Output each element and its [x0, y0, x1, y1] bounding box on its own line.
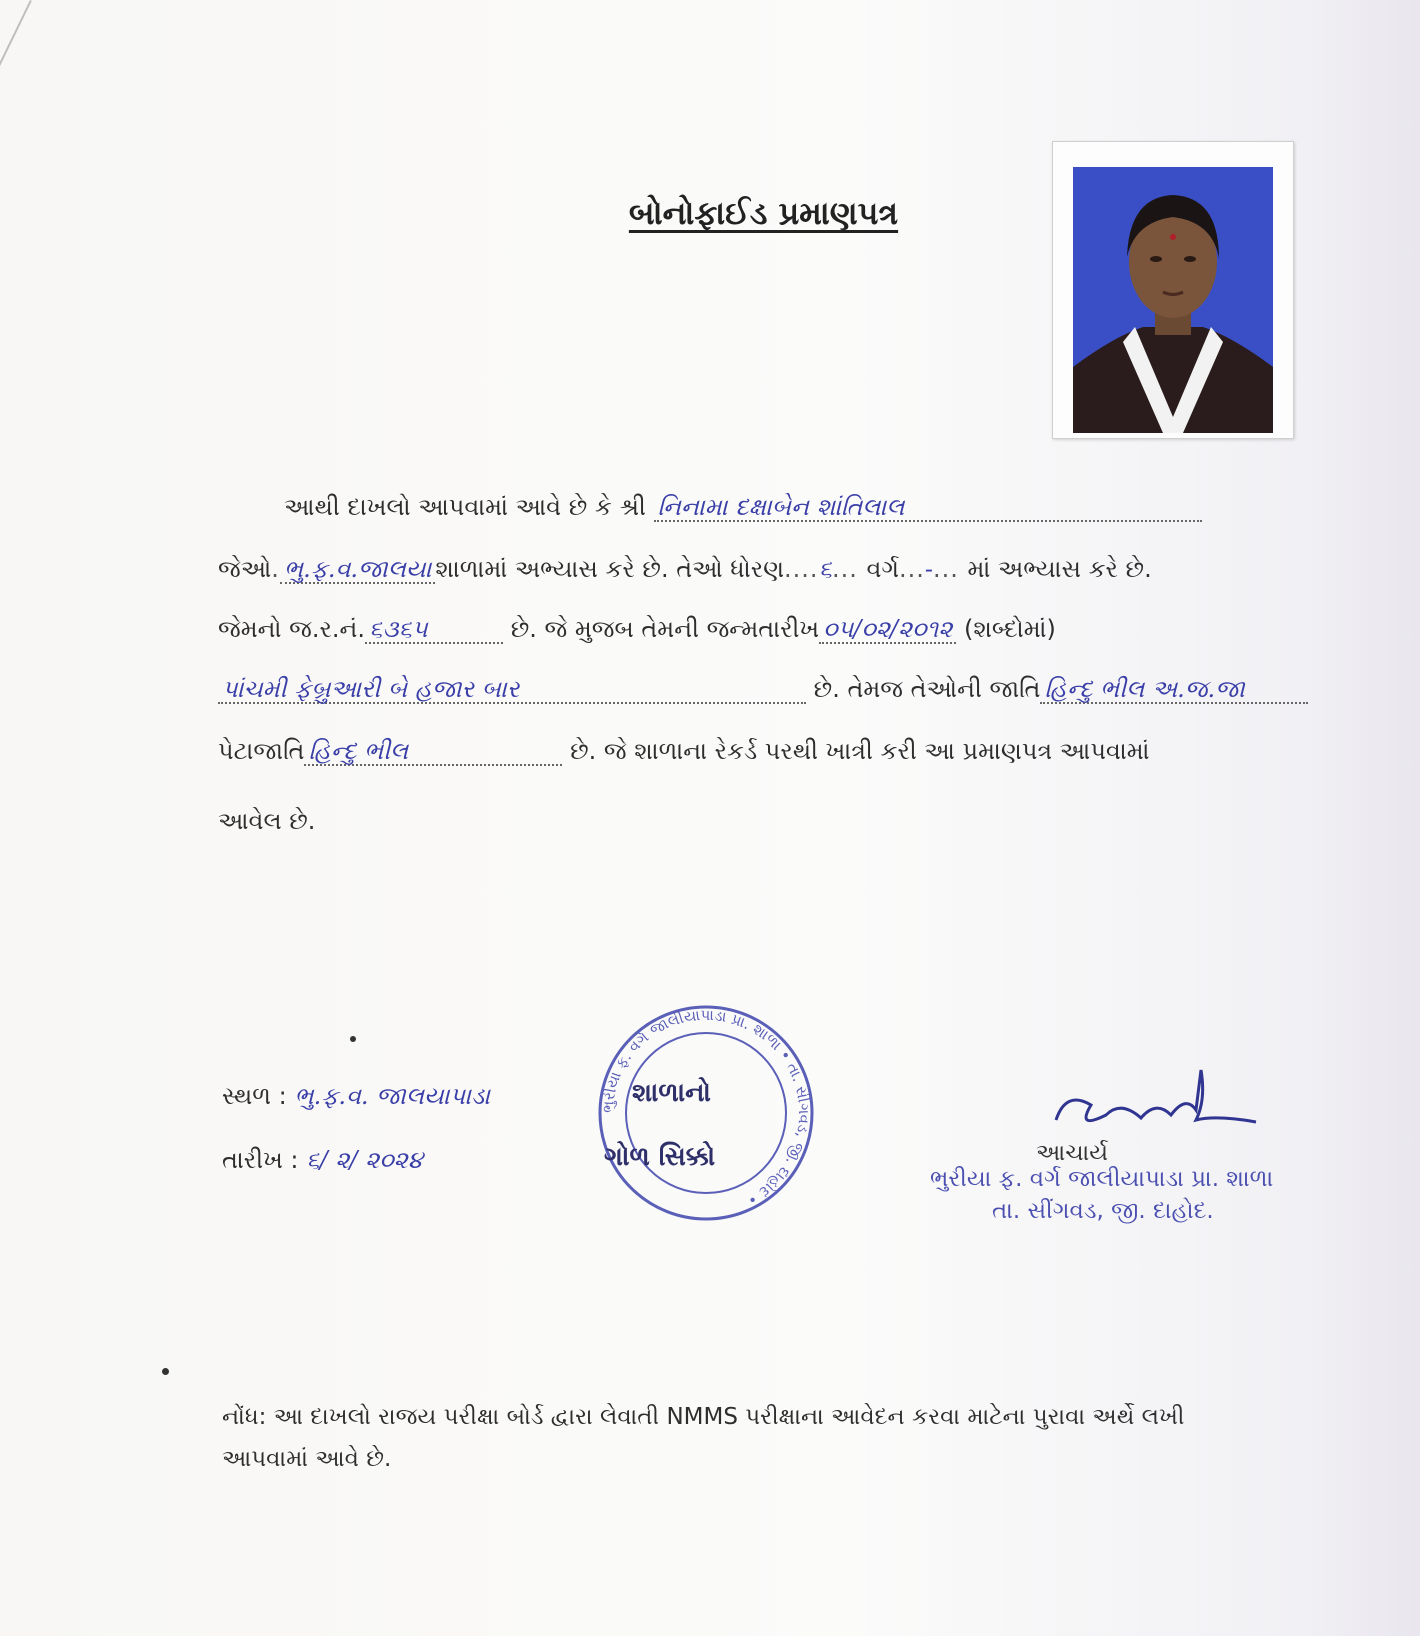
ink-speck — [162, 1368, 169, 1375]
body-text: છે. જે શાળાના રેકર્ડ પરથી ખાત્રી કરી આ પ્રમાણપત્ર આપવામાં — [570, 737, 1150, 765]
principal-stamp-line-2: તા. સીંગવડ, જી. દાહોદ. — [992, 1198, 1214, 1224]
student-portrait-icon — [1073, 167, 1273, 433]
seal-label-1: શાળાનો — [632, 1078, 711, 1108]
seal-label-2: ગોળ સિક્કો — [604, 1142, 716, 1172]
footnote: નોંધ: આ દાખલો રાજય પરીક્ષા બોર્ડ દ્વારા લેવાતી NMMS પરીક્ષાના આવેદન કરવા માટેના પુરાવા અર્થે લખી આપવામાં આવે છે. — [222, 1404, 1185, 1472]
body-text: માં અભ્યાસ કરે છે. — [967, 555, 1152, 583]
body-line-2: જેઓ. ભુ.ફ.વ.જાલયા શાળામાં અભ્યાસ કરે છે. તેઓ ધોરણ....૬... વર્ગ...-... માં અભ્યાસ કરે છે. — [218, 555, 1152, 583]
fold-crease — [0, 0, 32, 122]
birth-date-field: ૦૫/૦૨/૨૦૧૨ — [819, 616, 956, 644]
body-line-6: આવેલ છે. — [218, 807, 316, 835]
place-row — [222, 1082, 490, 1110]
seal-stamp-icon — [596, 1003, 816, 1223]
body-text: આથી દાખલો આપવામાં આવે છે કે શ્રી — [284, 493, 646, 521]
body-text: વર્ગ — [866, 555, 900, 583]
date-row — [222, 1146, 423, 1174]
school-name-field: ભુ.ફ.વ.જાલયા — [280, 556, 436, 584]
page-title: બોનોફાઈડ પ્રમાણપત્ર — [628, 194, 899, 232]
body-text: જેઓ — [218, 555, 272, 583]
student-name-field: નિનામા દક્ષાબેન શાંતિલાલ — [654, 494, 1202, 522]
body-line-3 — [218, 614, 1056, 644]
body-text: છે. તેમજ તેઓની જાતિ — [813, 675, 1041, 703]
principal-stamp-line-1: ભુરીયા ફ. વર્ગ જાલીયાપાડા પ્રા. શાળા — [930, 1166, 1274, 1192]
register-number-field: ૬૩૬૫ — [365, 616, 503, 644]
body-text: શાળામાં અભ્યાસ કરે છે. તેઓ ધોરણ — [435, 555, 785, 583]
ink-speck — [350, 1036, 356, 1042]
signature-icon — [1046, 1060, 1266, 1140]
place-value: ભુ.ફ.વ. જાલયાપાડા — [294, 1082, 491, 1110]
student-photo — [1073, 167, 1273, 433]
seal-ring-text: ભુરીયા ફ. વર્ગ જાલીયાપાડા પ્રા. શાળા • તા. સીંગવડ, જી. દાહોદ • — [598, 1005, 814, 1210]
body-line-1 — [284, 492, 1202, 522]
body-line-4 — [218, 674, 1308, 704]
school-seal — [596, 1003, 816, 1223]
principal-signature — [1046, 1060, 1266, 1140]
principal-label: આચાર્ય — [1036, 1140, 1109, 1166]
body-text: જેમનો જ.ર.નં. — [218, 615, 366, 643]
body-text: (શબ્દોમાં) — [964, 615, 1056, 643]
body-text: પેટાજાતિ — [218, 737, 305, 765]
date-label: તારીખ : — [222, 1146, 299, 1174]
subcaste-field: હિન્દુ ભીલ — [304, 738, 562, 766]
body-text: છે. જે મુજબ તેમની જન્મતારીખ — [510, 615, 820, 643]
caste-field: હિન્દુ ભીલ અ.જ.જા — [1040, 676, 1308, 704]
body-line-5 — [218, 736, 1150, 766]
student-photo-frame — [1052, 141, 1294, 439]
place-label: સ્થળ : — [222, 1082, 287, 1110]
standard-field: ૬ — [818, 555, 833, 583]
date-value: ૬/ ૨/ ૨૦૨૪ — [306, 1146, 423, 1174]
birth-date-words-field: પાંચમી ફેબ્રુઆરી બે હજાર બાર — [218, 676, 806, 704]
division-field: - — [924, 555, 934, 583]
